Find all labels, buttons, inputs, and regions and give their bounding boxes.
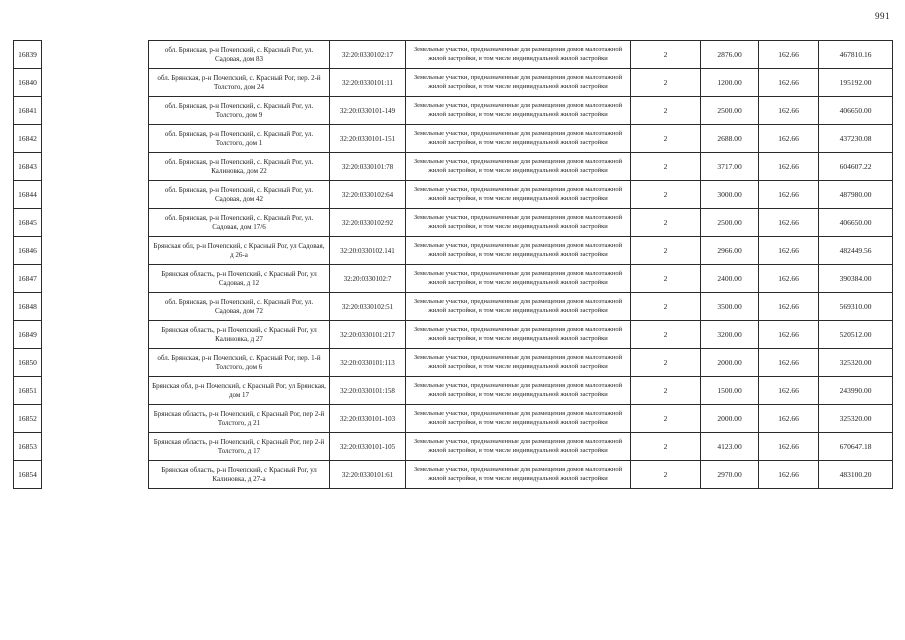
table-row xyxy=(149,41,893,69)
land-purpose-cell: Земельные участки, предназначенные для размещения домов малоэтажной жилой застройки, в том числе индивидуальной жилой застройки xyxy=(406,237,631,265)
cadastral-value-cell: 406650.00 xyxy=(819,209,893,237)
row-id-cell: 16842 xyxy=(14,125,42,153)
cadastral-number-cell: 32:20:0330101-105 xyxy=(330,433,406,461)
area-cell: 2500.00 xyxy=(701,209,759,237)
row-id-cell: 16839 xyxy=(14,41,42,69)
address-cell: обл. Брянская, р-н Почепский, с. Красный Рог, ул. Садовая, дом 17/6 xyxy=(149,209,330,237)
area-cell: 2876.00 xyxy=(701,41,759,69)
cadastral-value-cell: 670647.18 xyxy=(819,433,893,461)
land-purpose-cell: Земельные участки, предназначенные для размещения домов малоэтажной жилой застройки, в том числе индивидуальной жилой застройки xyxy=(406,181,631,209)
area-cell: 3500.00 xyxy=(701,293,759,321)
land-purpose-cell: Земельные участки, предназначенные для размещения домов малоэтажной жилой застройки, в том числе индивидуальной жилой застройки xyxy=(406,125,631,153)
table-row xyxy=(149,377,893,405)
land-purpose-cell: Земельные участки, предназначенные для размещения домов малоэтажной жилой застройки, в том числе индивидуальной жилой застройки xyxy=(406,405,631,433)
count-cell: 2 xyxy=(631,237,701,265)
row-id-cell: 16846 xyxy=(14,237,42,265)
land-purpose-cell: Земельные участки, предназначенные для размещения домов малоэтажной жилой застройки, в том числе индивидуальной жилой застройки xyxy=(406,209,631,237)
table-row xyxy=(149,405,893,433)
address-cell: Брянская область, р-н Почепский, с Красный Рог, ул Калиновка, д 27 xyxy=(149,321,330,349)
address-cell: обл. Брянская, р-н Почепский, с. Красный Рог, ул. Калиновка, дом 22 xyxy=(149,153,330,181)
table-row xyxy=(14,41,42,69)
row-id-cell: 16847 xyxy=(14,265,42,293)
cadastral-table xyxy=(13,40,893,489)
address-cell: обл. Брянская, р-н Почепский, с. Красный Рог, пер. 1-й Толстого, дом 6 xyxy=(149,349,330,377)
table-row xyxy=(14,181,42,209)
land-purpose-cell: Земельные участки, предназначенные для размещения домов малоэтажной жилой застройки, в том числе индивидуальной жилой застройки xyxy=(406,153,631,181)
count-cell: 2 xyxy=(631,461,701,489)
rate-cell: 162.66 xyxy=(759,461,819,489)
address-cell: Брянская область, р-н Почепский, с Красный Рог, пер 2-й Толстого, д 21 xyxy=(149,405,330,433)
table-row xyxy=(14,69,42,97)
count-cell: 2 xyxy=(631,377,701,405)
address-cell: Брянская область, р-н Почепский, с Красный Рог, ул Калиновка, д 27-а xyxy=(149,461,330,489)
table-row xyxy=(149,321,893,349)
count-cell: 2 xyxy=(631,321,701,349)
area-cell: 2000.00 xyxy=(701,349,759,377)
land-purpose-cell: Земельные участки, предназначенные для размещения домов малоэтажной жилой застройки, в том числе индивидуальной жилой застройки xyxy=(406,265,631,293)
cadastral-number-cell: 32:20:0330101:217 xyxy=(330,321,406,349)
row-id-cell: 16841 xyxy=(14,97,42,125)
count-cell: 2 xyxy=(631,433,701,461)
table-row xyxy=(14,153,42,181)
cadastral-value-cell: 520512.00 xyxy=(819,321,893,349)
table-row xyxy=(14,349,42,377)
address-cell: Брянская область, р-н Почепский, с Красный Рог, ул Садовая, д 12 xyxy=(149,265,330,293)
cadastral-value-cell: 467810.16 xyxy=(819,41,893,69)
area-cell: 3200.00 xyxy=(701,321,759,349)
table-row xyxy=(14,237,42,265)
row-id-cell: 16840 xyxy=(14,69,42,97)
land-purpose-cell: Земельные участки, предназначенные для размещения домов малоэтажной жилой застройки, в том числе индивидуальной жилой застройки xyxy=(406,461,631,489)
cadastral-value-cell: 243990.00 xyxy=(819,377,893,405)
count-cell: 2 xyxy=(631,97,701,125)
land-purpose-cell: Земельные участки, предназначенные для размещения домов малоэтажной жилой застройки, в том числе индивидуальной жилой застройки xyxy=(406,377,631,405)
cadastral-number-cell: 32:20:0330101-151 xyxy=(330,125,406,153)
cadastral-value-cell: 483100.20 xyxy=(819,461,893,489)
table-row xyxy=(14,433,42,461)
land-purpose-cell: Земельные участки, предназначенные для размещения домов малоэтажной жилой застройки, в том числе индивидуальной жилой застройки xyxy=(406,41,631,69)
count-cell: 2 xyxy=(631,293,701,321)
table-row xyxy=(149,181,893,209)
cadastral-number-cell: 32:20:0330101:11 xyxy=(330,69,406,97)
cadastral-value-cell: 482449.56 xyxy=(819,237,893,265)
area-cell: 2400.00 xyxy=(701,265,759,293)
rate-cell: 162.66 xyxy=(759,405,819,433)
count-cell: 2 xyxy=(631,41,701,69)
table-row xyxy=(149,209,893,237)
row-id-cell: 16849 xyxy=(14,321,42,349)
cadastral-value-cell: 406650.00 xyxy=(819,97,893,125)
row-id-cell: 16848 xyxy=(14,293,42,321)
area-cell: 3000.00 xyxy=(701,181,759,209)
cadastral-number-cell: 32:20:0330102:64 xyxy=(330,181,406,209)
area-cell: 2966.00 xyxy=(701,237,759,265)
row-id-cell: 16850 xyxy=(14,349,42,377)
count-cell: 2 xyxy=(631,181,701,209)
table-row xyxy=(149,433,893,461)
address-cell: обл. Брянская, р-н Почепский, с. Красный Рог, ул. Садовая, дом 83 xyxy=(149,41,330,69)
table-row xyxy=(149,125,893,153)
table-row xyxy=(14,97,42,125)
cadastral-number-cell: 32:20:0330101:158 xyxy=(330,377,406,405)
cadastral-value-cell: 325320.00 xyxy=(819,349,893,377)
row-id-cell: 16844 xyxy=(14,181,42,209)
cadastral-number-cell: 32:20:0330101-149 xyxy=(330,97,406,125)
rate-cell: 162.66 xyxy=(759,349,819,377)
cadastral-value-cell: 487980.00 xyxy=(819,181,893,209)
rate-cell: 162.66 xyxy=(759,41,819,69)
cadastral-value-cell: 437230.08 xyxy=(819,125,893,153)
table-row xyxy=(149,153,893,181)
cadastral-table-body xyxy=(148,40,893,489)
table-row xyxy=(149,293,893,321)
address-cell: Брянская обл, р-н Почепский, с Красный Рог, ул Садовая, д 26-а xyxy=(149,237,330,265)
row-id-column xyxy=(13,40,42,489)
cadastral-number-cell: 32:20:0330101:78 xyxy=(330,153,406,181)
cadastral-number-cell: 32:20:0330101:113 xyxy=(330,349,406,377)
table-row xyxy=(14,293,42,321)
page-number: 991 xyxy=(875,11,890,21)
table-row xyxy=(14,461,42,489)
row-id-cell: 16853 xyxy=(14,433,42,461)
table-row xyxy=(149,69,893,97)
area-cell: 1500.00 xyxy=(701,377,759,405)
land-purpose-cell: Земельные участки, предназначенные для размещения домов малоэтажной жилой застройки, в том числе индивидуальной жилой застройки xyxy=(406,349,631,377)
table-row xyxy=(14,321,42,349)
address-cell: обл. Брянская, р-н Почепский, с. Красный Рог, ул. Толстого, дом 9 xyxy=(149,97,330,125)
rate-cell: 162.66 xyxy=(759,237,819,265)
address-cell: обл. Брянская, р-н Почепский, с. Красный Рог, ул. Садовая, дом 72 xyxy=(149,293,330,321)
rate-cell: 162.66 xyxy=(759,69,819,97)
count-cell: 2 xyxy=(631,125,701,153)
address-cell: Брянская обл, р-н Почепский, с Красный Рог, ул Брянская, дом 17 xyxy=(149,377,330,405)
area-cell: 2970.00 xyxy=(701,461,759,489)
table-row xyxy=(149,461,893,489)
land-purpose-cell: Земельные участки, предназначенные для размещения домов малоэтажной жилой застройки, в том числе индивидуальной жилой застройки xyxy=(406,433,631,461)
address-cell: обл. Брянская, р-н Почепский, с. Красный Рог, ул. Садовая, дом 42 xyxy=(149,181,330,209)
cadastral-value-cell: 390384.00 xyxy=(819,265,893,293)
cadastral-value-cell: 604607.22 xyxy=(819,153,893,181)
row-id-cell: 16851 xyxy=(14,377,42,405)
area-cell: 2500.00 xyxy=(701,97,759,125)
table-row xyxy=(14,265,42,293)
table-row xyxy=(149,97,893,125)
area-cell: 2688.00 xyxy=(701,125,759,153)
rate-cell: 162.66 xyxy=(759,433,819,461)
table-row xyxy=(149,265,893,293)
row-id-cell: 16854 xyxy=(14,461,42,489)
area-cell: 4123.00 xyxy=(701,433,759,461)
area-cell: 2000.00 xyxy=(701,405,759,433)
table-row xyxy=(14,405,42,433)
land-purpose-cell: Земельные участки, предназначенные для размещения домов малоэтажной жилой застройки, в том числе индивидуальной жилой застройки xyxy=(406,321,631,349)
count-cell: 2 xyxy=(631,405,701,433)
address-cell: Брянская область, р-н Почепский, с Красный Рог, пер 2-й Толстого, д 17 xyxy=(149,433,330,461)
land-purpose-cell: Земельные участки, предназначенные для размещения домов малоэтажной жилой застройки, в том числе индивидуальной жилой застройки xyxy=(406,97,631,125)
count-cell: 2 xyxy=(631,153,701,181)
rate-cell: 162.66 xyxy=(759,209,819,237)
rate-cell: 162.66 xyxy=(759,97,819,125)
cadastral-number-cell: 32:20:0330102:92 xyxy=(330,209,406,237)
table-row xyxy=(149,237,893,265)
cadastral-value-cell: 325320.00 xyxy=(819,405,893,433)
count-cell: 2 xyxy=(631,209,701,237)
cadastral-value-cell: 195192.00 xyxy=(819,69,893,97)
row-id-cell: 16843 xyxy=(14,153,42,181)
rate-cell: 162.66 xyxy=(759,321,819,349)
rate-cell: 162.66 xyxy=(759,125,819,153)
cadastral-number-cell: 32:20:0330101-103 xyxy=(330,405,406,433)
table-row xyxy=(14,209,42,237)
row-id-cell: 16852 xyxy=(14,405,42,433)
cadastral-value-cell: 569310.00 xyxy=(819,293,893,321)
cadastral-number-cell: 32:20:0330102:7 xyxy=(330,265,406,293)
table-row xyxy=(149,349,893,377)
count-cell: 2 xyxy=(631,265,701,293)
area-cell: 1200.00 xyxy=(701,69,759,97)
area-cell: 3717.00 xyxy=(701,153,759,181)
land-purpose-cell: Земельные участки, предназначенные для размещения домов малоэтажной жилой застройки, в том числе индивидуальной жилой застройки xyxy=(406,69,631,97)
column-gap xyxy=(42,40,148,50)
rate-cell: 162.66 xyxy=(759,293,819,321)
table-row xyxy=(14,125,42,153)
rate-cell: 162.66 xyxy=(759,377,819,405)
cadastral-number-cell: 32:20:0330102:51 xyxy=(330,293,406,321)
row-id-cell: 16845 xyxy=(14,209,42,237)
rate-cell: 162.66 xyxy=(759,265,819,293)
address-cell: обл. Брянская, р-н Почепский, с. Красный Рог, пер. 2-й Толстого, дом 24 xyxy=(149,69,330,97)
land-purpose-cell: Земельные участки, предназначенные для размещения домов малоэтажной жилой застройки, в том числе индивидуальной жилой застройки xyxy=(406,293,631,321)
cadastral-number-cell: 32:20:0330101:61 xyxy=(330,461,406,489)
cadastral-number-cell: 32:20:0330102:17 xyxy=(330,41,406,69)
cadastral-number-cell: 32:20:0330102.141 xyxy=(330,237,406,265)
rate-cell: 162.66 xyxy=(759,153,819,181)
count-cell: 2 xyxy=(631,69,701,97)
table-row xyxy=(14,377,42,405)
address-cell: обл. Брянская, р-н Почепский, с. Красный Рог, ул. Толстого, дом 1 xyxy=(149,125,330,153)
count-cell: 2 xyxy=(631,349,701,377)
rate-cell: 162.66 xyxy=(759,181,819,209)
